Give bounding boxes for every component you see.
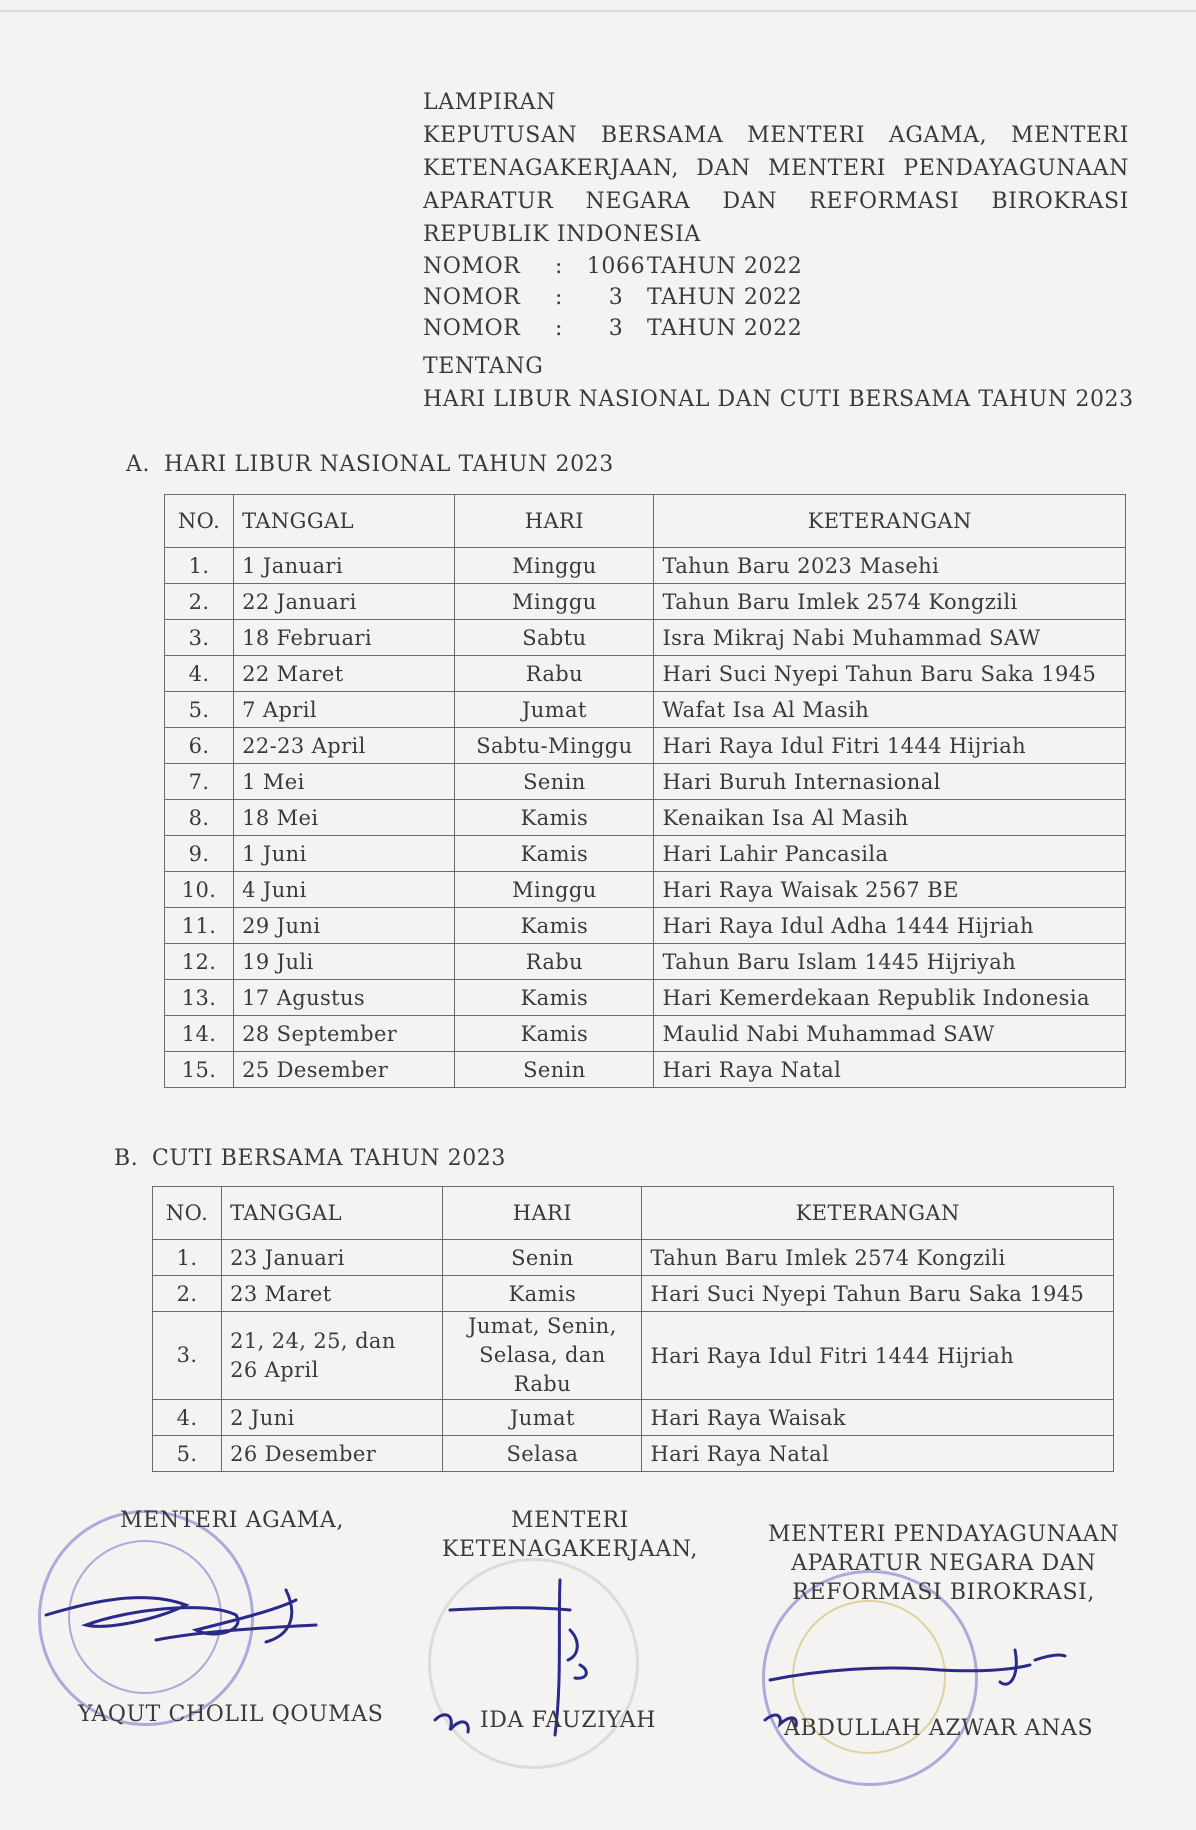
national-holiday-table xyxy=(164,494,1126,1088)
cell-tanggal: 17 Agustus xyxy=(234,980,455,1016)
decree-line-4: REPUBLIK INDONESIA xyxy=(423,222,701,247)
table-row xyxy=(165,908,1126,944)
cell-no: 5. xyxy=(153,1436,222,1472)
sig-tenaga-name: IDA FAUZIYAH xyxy=(480,1708,657,1733)
cell-hari: Senin xyxy=(455,764,654,800)
cell-tanggal-line: 26 April xyxy=(230,1357,319,1382)
decree-line-1: KEPUTUSAN BERSAMA MENTERI AGAMA, MENTERI xyxy=(423,123,1129,148)
sig-panrb-name: ABDULLAH AZWAR ANAS xyxy=(784,1716,1094,1741)
collective-leave-table xyxy=(152,1186,1114,1472)
col-header-tanggal: TANGGAL xyxy=(234,495,455,548)
cell-keterangan: Maulid Nabi Muhammad SAW xyxy=(654,1016,1126,1052)
cell-no: 13. xyxy=(165,980,234,1016)
table-row xyxy=(165,872,1126,908)
cell-keterangan: Hari Buruh Internasional xyxy=(654,764,1126,800)
section-b-title xyxy=(114,1146,506,1171)
cell-no: 1. xyxy=(165,548,234,584)
cell-tanggal: 18 Mei xyxy=(234,800,455,836)
cell-keterangan: Hari Raya Waisak xyxy=(642,1400,1114,1436)
cell-no: 3. xyxy=(153,1312,222,1400)
cell-keterangan: Hari Suci Nyepi Tahun Baru Saka 1945 xyxy=(654,656,1126,692)
table-row xyxy=(153,1240,1114,1276)
cell-hari: Jumat xyxy=(455,692,654,728)
section-a-title xyxy=(126,452,614,477)
table-row xyxy=(165,620,1126,656)
cell-keterangan: Tahun Baru Imlek 2574 Kongzili xyxy=(654,584,1126,620)
nomor-label: NOMOR xyxy=(423,285,521,310)
cell-hari-line: Jumat xyxy=(509,1405,575,1430)
cell-hari-line: Selasa, dan xyxy=(479,1343,606,1367)
cell-keterangan: Tahun Baru Islam 1445 Hijriyah xyxy=(654,944,1126,980)
cell-keterangan: Tahun Baru 2023 Masehi xyxy=(654,548,1126,584)
table-header-row xyxy=(165,495,1126,548)
cell-tanggal xyxy=(222,1276,443,1312)
cell-tanggal xyxy=(222,1400,443,1436)
cell-tanggal: 25 Desember xyxy=(234,1052,455,1088)
cell-hari: Minggu xyxy=(455,872,654,908)
col-header-no: NO. xyxy=(153,1187,222,1240)
cell-hari: Senin xyxy=(455,1052,654,1088)
sig-panrb-title xyxy=(768,1520,1119,1607)
cell-no: 10. xyxy=(165,872,234,908)
nomor-label: NOMOR xyxy=(423,316,521,341)
cell-hari-line: Selasa xyxy=(506,1441,579,1466)
nomor-year: TAHUN 2022 xyxy=(647,254,803,279)
cell-keterangan: Tahun Baru Imlek 2574 Kongzili xyxy=(642,1240,1114,1276)
cell-hari: Minggu xyxy=(455,584,654,620)
cell-tanggal: 22 Maret xyxy=(234,656,455,692)
table-row xyxy=(165,944,1126,980)
cell-keterangan: Kenaikan Isa Al Masih xyxy=(654,800,1126,836)
cell-hari xyxy=(443,1400,642,1436)
sig-panrb-title-line: APARATUR NEGARA DAN xyxy=(791,1551,1097,1576)
tentang-label: TENTANG xyxy=(423,354,544,379)
table-header-row xyxy=(153,1187,1114,1240)
cell-tanggal-line: 23 Januari xyxy=(230,1245,345,1270)
table-row xyxy=(165,656,1126,692)
cell-tanggal: 1 Juni xyxy=(234,836,455,872)
cell-no: 3. xyxy=(165,620,234,656)
cell-no: 7. xyxy=(165,764,234,800)
nomor-year: TAHUN 2022 xyxy=(647,316,803,341)
cell-tanggal xyxy=(222,1240,443,1276)
cell-keterangan: Hari Raya Idul Fitri 1444 Hijriah xyxy=(642,1312,1114,1400)
cell-no: 1. xyxy=(153,1240,222,1276)
decree-header xyxy=(423,86,1134,416)
col-header-tanggal: TANGGAL xyxy=(222,1187,443,1240)
nomor-colon: : xyxy=(555,316,564,341)
nomor-label: NOMOR xyxy=(423,254,521,279)
cell-tanggal: 4 Juni xyxy=(234,872,455,908)
cell-no: 14. xyxy=(165,1016,234,1052)
cell-keterangan: Hari Raya Idul Fitri 1444 Hijriah xyxy=(654,728,1126,764)
cell-no: 4. xyxy=(153,1400,222,1436)
col-header-hari: HARI xyxy=(443,1187,642,1240)
cell-hari: Kamis xyxy=(455,980,654,1016)
cell-no: 8. xyxy=(165,800,234,836)
cell-no: 11. xyxy=(165,908,234,944)
cell-tanggal: 18 Februari xyxy=(234,620,455,656)
cell-hari: Sabtu xyxy=(455,620,654,656)
nomor-colon: : xyxy=(555,285,564,310)
cell-hari-line: Senin xyxy=(511,1245,574,1270)
cell-tanggal-line: 26 Desember xyxy=(230,1441,377,1466)
cell-tanggal-line: 23 Maret xyxy=(230,1281,332,1306)
nomor-row xyxy=(423,282,1129,313)
cell-no: 2. xyxy=(165,584,234,620)
cell-no: 2. xyxy=(153,1276,222,1312)
cell-no: 6. xyxy=(165,728,234,764)
table-row xyxy=(165,1016,1126,1052)
cell-keterangan: Hari Raya Natal xyxy=(642,1436,1114,1472)
cell-hari-line: Rabu xyxy=(513,1372,572,1396)
cell-hari: Rabu xyxy=(455,656,654,692)
cell-keterangan: Wafat Isa Al Masih xyxy=(654,692,1126,728)
cell-keterangan: Hari Suci Nyepi Tahun Baru Saka 1945 xyxy=(642,1276,1114,1312)
section-b-letter: B. xyxy=(114,1146,139,1171)
cell-tanggal-line: 2 Juni xyxy=(230,1405,295,1430)
table-row xyxy=(165,1052,1126,1088)
sig-panrb-title-line: MENTERI PENDAYAGUNAAN xyxy=(768,1522,1120,1547)
decree-subject: HARI LIBUR NASIONAL DAN CUTI BERSAMA TAHUN 2023 xyxy=(423,387,1134,412)
table-row xyxy=(165,836,1126,872)
sig-agama-name: YAQUT CHOLIL QOUMAS xyxy=(78,1702,384,1727)
decree-line-2: KETENAGAKERJAAN, DAN MENTERI PENDAYAGUNAAN xyxy=(423,156,1129,181)
cell-tanggal xyxy=(222,1436,443,1472)
nomor-row xyxy=(423,251,1129,282)
sig-tenaga-title-line: MENTERI xyxy=(510,1508,629,1533)
cell-hari: Rabu xyxy=(455,944,654,980)
cell-tanggal: 1 Januari xyxy=(234,548,455,584)
cell-hari: Minggu xyxy=(455,548,654,584)
section-a-title-text: HARI LIBUR NASIONAL TAHUN 2023 xyxy=(164,452,614,477)
cell-hari: Sabtu-Minggu xyxy=(455,728,654,764)
cell-tanggal: 1 Mei xyxy=(234,764,455,800)
sig-tenaga-title xyxy=(442,1506,698,1564)
table-row xyxy=(153,1400,1114,1436)
nomor-year: TAHUN 2022 xyxy=(647,285,803,310)
sig-agama-title-line: MENTERI AGAMA, xyxy=(120,1508,344,1533)
cell-keterangan: Hari Raya Idul Adha 1444 Hijriah xyxy=(654,908,1126,944)
table-row xyxy=(165,764,1126,800)
cell-hari xyxy=(443,1240,642,1276)
cell-no: 5. xyxy=(165,692,234,728)
table-row xyxy=(153,1276,1114,1312)
col-header-keterangan: KETERANGAN xyxy=(642,1187,1114,1240)
cell-tanggal: 28 September xyxy=(234,1016,455,1052)
table-row xyxy=(153,1436,1114,1472)
table-row xyxy=(153,1312,1114,1400)
cell-hari-line: Jumat, Senin, xyxy=(468,1314,617,1338)
cell-hari xyxy=(443,1276,642,1312)
table-row xyxy=(165,584,1126,620)
nomor-row xyxy=(423,313,1129,344)
cell-tanggal: 29 Juni xyxy=(234,908,455,944)
cell-keterangan: Hari Raya Natal xyxy=(654,1052,1126,1088)
nomor-colon: : xyxy=(555,254,564,279)
nomor-number: 3 xyxy=(608,285,624,310)
cell-keterangan: Hari Raya Waisak 2567 BE xyxy=(654,872,1126,908)
section-a-letter: A. xyxy=(126,452,151,477)
cell-no: 4. xyxy=(165,656,234,692)
cell-keterangan: Hari Kemerdekaan Republik Indonesia xyxy=(654,980,1126,1016)
section-b-title-text: CUTI BERSAMA TAHUN 2023 xyxy=(152,1146,507,1171)
sig-tenaga-title-line: KETENAGAKERJAAN, xyxy=(442,1537,698,1562)
table-row xyxy=(165,800,1126,836)
lampiran-label: LAMPIRAN xyxy=(423,90,557,115)
col-header-hari: HARI xyxy=(455,495,654,548)
cell-hari: Kamis xyxy=(455,908,654,944)
nomor-number: 3 xyxy=(608,316,624,341)
cell-tanggal: 22-23 April xyxy=(234,728,455,764)
table-row xyxy=(165,728,1126,764)
cell-hari: Kamis xyxy=(455,1016,654,1052)
cell-tanggal: 22 Januari xyxy=(234,584,455,620)
sig-agama-title xyxy=(120,1506,344,1535)
cell-tanggal xyxy=(222,1312,443,1400)
cell-tanggal-line: 21, 24, 25, dan xyxy=(230,1328,396,1353)
col-header-no: NO. xyxy=(165,495,234,548)
cell-keterangan: Isra Mikraj Nabi Muhammad SAW xyxy=(654,620,1126,656)
cell-hari-line: Kamis xyxy=(508,1281,577,1306)
cell-tanggal: 7 April xyxy=(234,692,455,728)
signature-yaqut xyxy=(36,1570,326,1680)
cell-hari: Kamis xyxy=(455,836,654,872)
cell-hari xyxy=(443,1436,642,1472)
decree-line-3: APARATUR NEGARA DAN REFORMASI BIROKRASI xyxy=(423,189,1129,214)
cell-no: 9. xyxy=(165,836,234,872)
table-row xyxy=(165,980,1126,1016)
cell-tanggal: 19 Juli xyxy=(234,944,455,980)
nomor-number: 1066 xyxy=(586,254,646,279)
cell-hari: Kamis xyxy=(455,800,654,836)
cell-no: 15. xyxy=(165,1052,234,1088)
scan-edge-line xyxy=(0,10,1196,12)
col-header-keterangan: KETERANGAN xyxy=(654,495,1126,548)
table-row xyxy=(165,692,1126,728)
sig-panrb-title-line: REFORMASI BIROKRASI, xyxy=(792,1580,1096,1605)
cell-keterangan: Hari Lahir Pancasila xyxy=(654,836,1126,872)
table-row xyxy=(165,548,1126,584)
cell-hari xyxy=(443,1312,642,1400)
cell-no: 12. xyxy=(165,944,234,980)
